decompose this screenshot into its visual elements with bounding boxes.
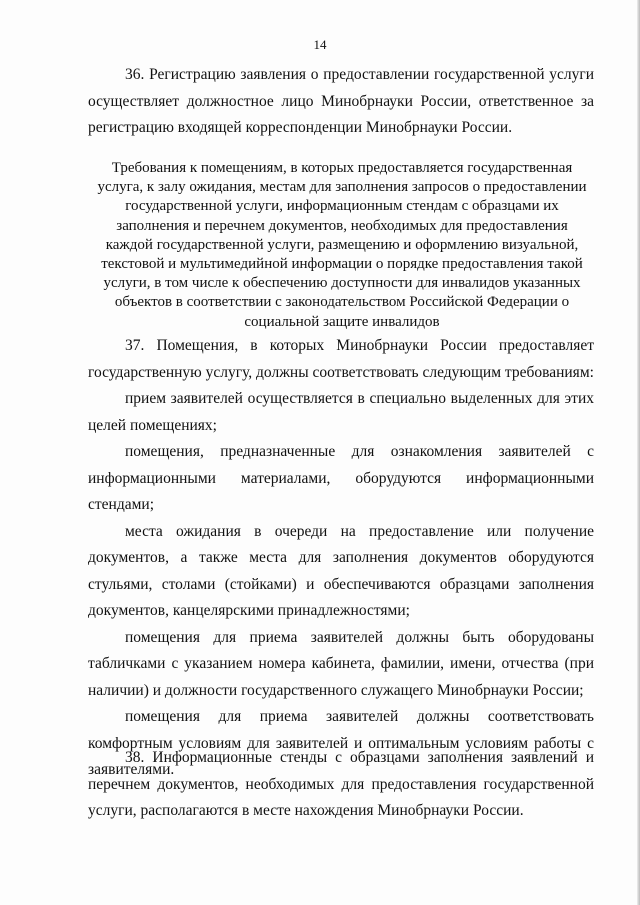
requirement-item: места ожидания в очереди на предоставление или получение документов, а также места для заполнения документов оборудуются стульями, столами (стойками) и обеспечиваются образцами заполнения документов, канцелярскими принадлежностями;: [88, 522, 594, 619]
paragraph-37-block: [88, 333, 594, 784]
paragraph-37-intro: 37. Помещения, в которых Минобрнауки России предоставляет государственную услугу, должны соответствовать следующим требованиям:: [88, 337, 594, 381]
requirement-item: прием заявителей осуществляется в специально выделенных для этих целей помещениях;: [88, 390, 594, 434]
requirement-item: помещения для приема заявителей должны соответствовать комфортным условиям для заявителей и оптимальным условиям работы с заявителями.: [88, 708, 594, 778]
section-heading: Требования к помещениям, в которых предоставляется государственная услуга, к залу ожидания, местам для заполнения запросов о предоставлении государственной услуги, информационным стендам с образцами их заполнения и перечнем документов, необходимых для предоставления каждой государственной услуги, размещению и оформлению визуальной, текстовой и мультимедийной информации о порядке предоставления такой услуги, в том числе к обеспечению доступности для инвалидов указанных объектов в соответствии с законодательством Российской Федерации о социальной защите инвалидов: [97, 160, 587, 330]
paragraph-38-block: [88, 745, 594, 825]
paragraph-38: 38. Информационные стенды с образцами заполнения заявлений и перечнем документов, необходимых для предоставления государственной услуги, располагаются в месте нахождения Минобрнауки России.: [88, 749, 594, 819]
paragraph-36: 36. Регистрацию заявления о предоставлении государственной услуги осуществляет должностное лицо Минобрнауки России, ответственное за регистрацию входящей корреспонденции Минобрнауки России.: [88, 66, 594, 136]
requirement-item: помещения, предназначенные для ознакомления заявителей с информационными материалами, оборудуются информационными стендами;: [88, 443, 594, 513]
requirement-item: помещения для приема заявителей должны быть оборудованы табличками с указанием номера кабинета, фамилии, имени, отчества (при наличии) и должности государственного служащего Минобрнауки России;: [88, 628, 594, 699]
page-number: 14: [313, 37, 327, 52]
paragraph-36-block: [88, 62, 594, 142]
